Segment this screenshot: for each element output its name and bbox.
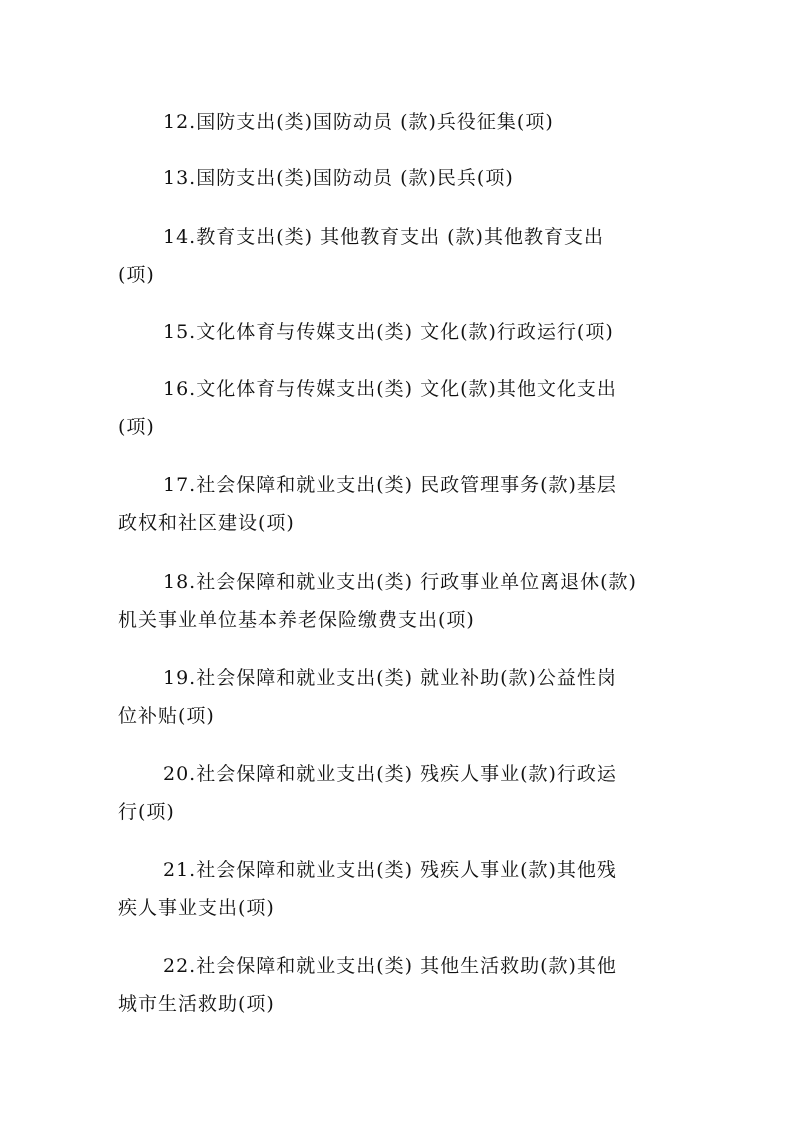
item-line: 13.国防支出(类)国防动员 (款)民兵(项) xyxy=(163,167,514,189)
item-line: 14.教育支出(类) 其他教育支出 (款)其他教育支出 xyxy=(163,226,604,248)
item-line-continued: (项) xyxy=(118,416,155,438)
item-line: 18.社会保障和就业支出(类) 行政事业单位离退休(款) xyxy=(163,571,637,593)
item-line-continued: 位补贴(项) xyxy=(118,705,215,727)
list-item xyxy=(118,103,663,141)
item-line: 20.社会保障和就业支出(类) 残疾人事业(款)行政运 xyxy=(163,763,617,785)
list-item xyxy=(118,159,663,197)
list-item xyxy=(118,947,663,1023)
list-item xyxy=(118,563,663,639)
list-item xyxy=(118,755,663,831)
item-line: 21.社会保障和就业支出(类) 残疾人事业(款)其他残 xyxy=(163,859,617,881)
list-item xyxy=(118,370,663,446)
item-line: 15.文化体育与传媒支出(类) 文化(款)行政运行(项) xyxy=(163,321,614,343)
item-line: 19.社会保障和就业支出(类) 就业补助(款)公益性岗 xyxy=(163,667,617,689)
item-line-continued: 行(项) xyxy=(118,801,175,823)
item-line-continued: 城市生活救助(项) xyxy=(118,993,275,1015)
item-line: 22.社会保障和就业支出(类) 其他生活救助(款)其他 xyxy=(163,955,617,977)
item-line: 16.文化体育与传媒支出(类) 文化(款)其他文化支出 xyxy=(163,378,617,400)
item-line: 17.社会保障和就业支出(类) 民政管理事务(款)基层 xyxy=(163,474,617,496)
list-item xyxy=(118,466,663,542)
item-line-continued: 政权和社区建设(项) xyxy=(118,512,295,534)
item-line-continued: 机关事业单位基本养老保险缴费支出(项) xyxy=(118,609,475,631)
list-item xyxy=(118,851,663,927)
list-item xyxy=(118,313,663,351)
item-line: 12.国防支出(类)国防动员 (款)兵役征集(项) xyxy=(163,111,554,133)
item-line-continued: (项) xyxy=(118,264,155,286)
list-item xyxy=(118,218,663,294)
list-item xyxy=(118,659,663,735)
item-line-continued: 疾人事业支出(项) xyxy=(118,897,275,919)
